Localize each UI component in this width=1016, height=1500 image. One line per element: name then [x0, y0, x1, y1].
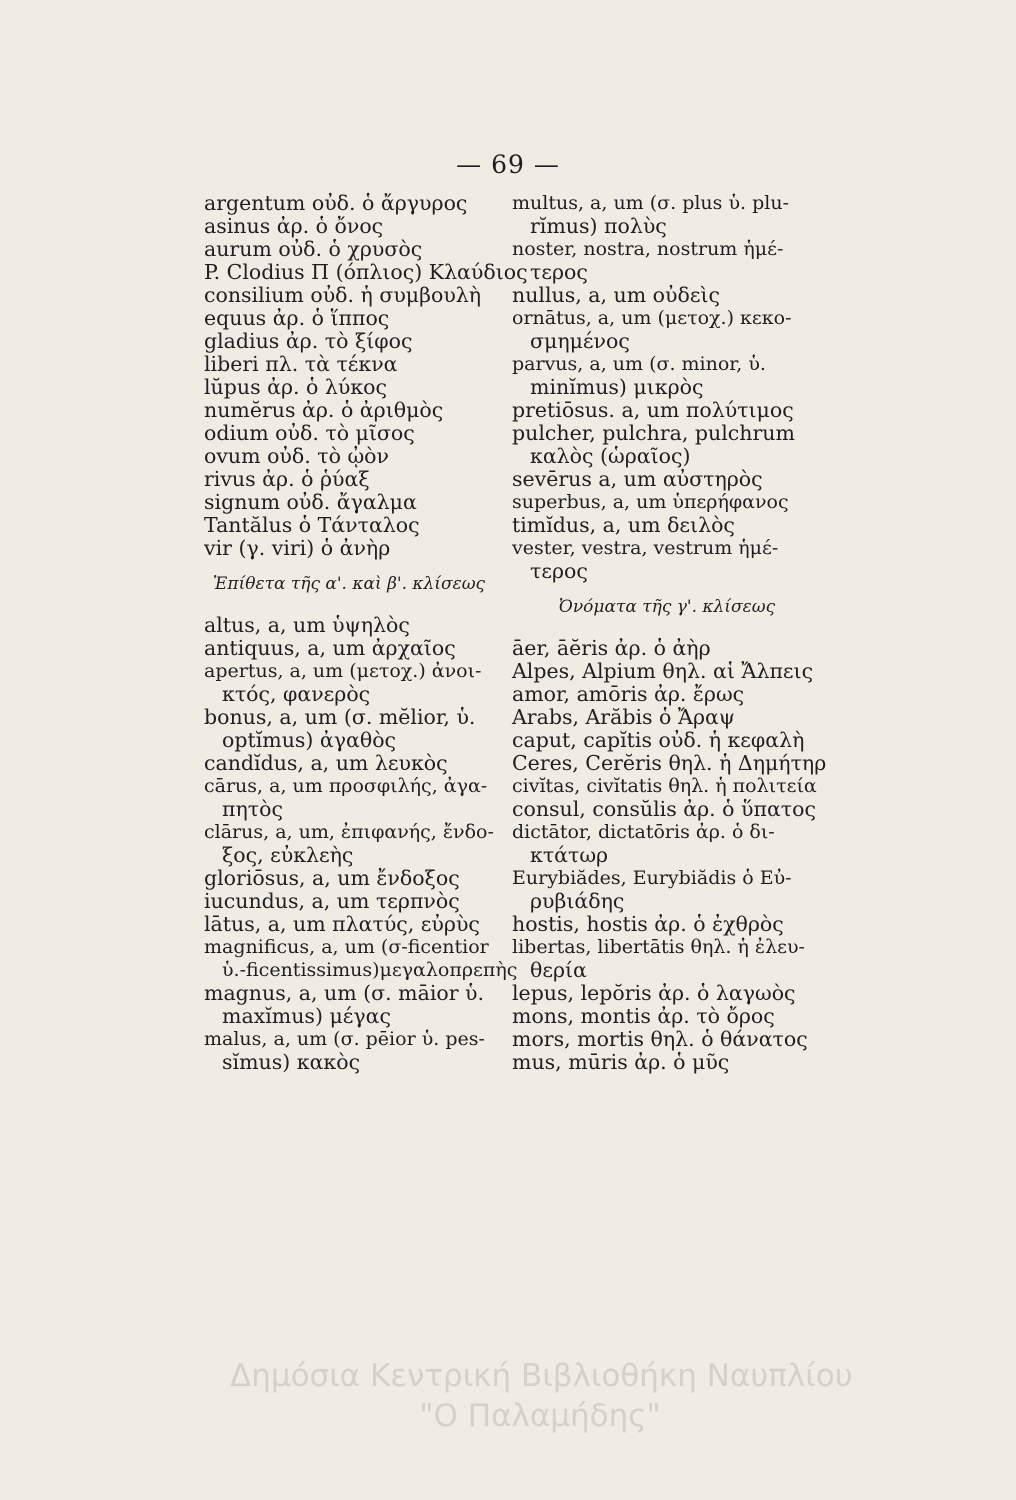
list-item: lātus, a, um πλατύς, εὐρὺς: [204, 912, 480, 936]
list-item-continuation: θερία: [530, 958, 587, 982]
list-item: gloriōsus, a, um ἔνδοξος: [204, 866, 460, 890]
list-item-continuation: ὑ.-ficentissimus)μεγαλοπρεπὴς: [222, 959, 518, 981]
list-item: cārus, a, um προσφιλής, ἀγα-: [204, 775, 488, 797]
list-item: lepus, lepŏris ἀρ. ὁ λαγωὸς: [512, 981, 796, 1005]
list-item: āer, āĕris ἀρ. ὁ ἀὴρ: [512, 636, 711, 660]
list-item-continuation: rĭmus) πολὺς: [530, 214, 667, 238]
list-item: consilium οὐδ. ἡ συμβουλὴ: [204, 283, 482, 307]
list-item: equus ἀρ. ὁ ἵππος: [204, 306, 390, 330]
left-entries-bottom: [204, 613, 518, 1074]
list-item: hostis, hostis ἀρ. ὁ ἐχθρὸς: [512, 912, 784, 936]
list-item: vir (γ. viri) ὁ ἀνὴρ: [204, 536, 391, 560]
list-item: nullus, a, um οὐδεὶς: [512, 283, 720, 307]
list-item: ornātus, a, um (μετοχ.) κεκο-: [512, 307, 792, 329]
list-item: Alpes, Alpium θηλ. αἱ Ἄλπεις: [512, 659, 814, 683]
list-item: multus, a, um (σ. plus ὑ. plu-: [512, 192, 789, 214]
list-item: iucundus, a, um τερπνὸς: [204, 889, 460, 913]
list-item: Tantălus ὁ Τάνταλος: [204, 513, 420, 537]
list-item: antiquus, a, um ἀρχαῖος: [204, 636, 456, 660]
list-item-continuation: πητὸς: [222, 797, 283, 821]
list-item: bonus, a, um (σ. mĕlior, ὑ.: [204, 705, 476, 729]
list-item: liberi πλ. τὰ τέκνα: [204, 352, 398, 376]
list-item: mors, mortis θηλ. ὁ θάνατος: [512, 1027, 808, 1051]
list-item: civĭtas, civĭtatis θηλ. ἡ πολιτεία: [512, 775, 817, 797]
right-column: [512, 192, 827, 1074]
list-item-continuation: σμημένος: [530, 329, 630, 353]
list-item: mus, mūris ἀρ. ὁ μῦς: [512, 1050, 730, 1074]
list-item: consul, consŭlis ἀρ. ὁ ὕπατος: [512, 797, 816, 821]
list-item: asinus ἀρ. ὁ ὄνος: [204, 214, 384, 238]
list-item: magnificus, a, um (σ-ficentior: [204, 936, 489, 958]
list-item: dictātor, dictatōris ἀρ. ὁ δι-: [512, 821, 775, 843]
list-item-continuation: sĭmus) κακὸς: [222, 1050, 361, 1074]
list-item: odium οὐδ. τὸ μῖσος: [204, 421, 415, 445]
right-entries-bottom: [512, 636, 827, 1074]
list-item-continuation: ξος, εὐκλεὴς: [222, 843, 354, 867]
list-item: noster, nostra, nostrum ἡμέ-: [512, 238, 784, 260]
list-item: aurum οὐδ. ὁ χρυσὸς: [204, 237, 423, 261]
list-item: numĕrus ἀρ. ὁ ἀριθμὸς: [204, 398, 444, 422]
list-item: mons, montis ἀρ. τὸ ὄρος: [512, 1004, 775, 1028]
list-item-continuation: κτάτωρ: [530, 843, 609, 867]
list-item-continuation: τερος: [530, 260, 588, 284]
list-item: Ceres, Cerĕris θηλ. ἡ Δημήτηρ: [512, 751, 827, 775]
list-item: amor, amōris ἀρ. ἔρως: [512, 682, 745, 706]
section-heading-nouns: Ὀνόματα τῆς γ'. κλίσεως: [558, 597, 776, 617]
watermark-line: "Ο Παλαμήδης": [419, 1398, 661, 1434]
list-item: gladius ἀρ. τὸ ξίφος: [204, 329, 413, 353]
list-item: signum οὐδ. ἄγαλμα: [204, 490, 417, 514]
list-item-continuation: κτός, φανερὸς: [222, 682, 371, 706]
list-item: malus, a, um (σ. pēior ὑ. pes-: [204, 1028, 485, 1050]
list-item: candĭdus, a, um λευκὸς: [204, 751, 448, 775]
list-item: libertas, libertātis θηλ. ἡ ἐλευ-: [512, 936, 805, 958]
list-item-continuation: τερος: [530, 559, 588, 583]
list-item: apertus, a, um (μετοχ.) ἀνοι-: [204, 660, 482, 682]
list-item: argentum οὐδ. ὁ ἄργυρος: [204, 191, 468, 215]
list-item: lŭpus ἀρ. ὁ λύκος: [204, 375, 387, 399]
list-item: altus, a, um ὑψηλὸς: [204, 613, 410, 637]
list-item: superbus, a, um ὑπερήφανος: [512, 491, 789, 513]
list-item: Eurybiădes, Eurybiădis ὁ Εὐ-: [512, 867, 792, 889]
left-entries-top: [204, 191, 528, 560]
list-item: P. Clodius Π (όπλιος) Κλαύδιος: [204, 260, 528, 284]
list-item: pulcher, pulchra, pulchrum: [512, 421, 795, 445]
list-item: vester, vestra, vestrum ἡμέ-: [512, 537, 779, 559]
list-item-continuation: optĭmus) ἀγαθὸς: [222, 728, 397, 752]
list-item: rivus ἀρ. ὁ ῥύαξ: [204, 467, 370, 491]
list-item-continuation: καλὸς (ὡραῖος): [530, 444, 691, 468]
right-entries-top: [512, 192, 822, 583]
list-item: timĭdus, a, um δειλὸς: [512, 513, 735, 537]
left-column: [204, 191, 528, 1074]
list-item: ovum οὐδ. τὸ ᾠὸν: [204, 444, 389, 468]
page-number: — 69 —: [456, 150, 560, 179]
list-item: clārus, a, um, ἐπιφανής, ἔνδο-: [204, 821, 494, 843]
list-item: sevērus a, um αὐστηρὸς: [512, 467, 763, 491]
list-item: parvus, a, um (σ. minor, ὑ.: [512, 353, 766, 375]
library-watermark: [230, 1356, 853, 1436]
list-item-continuation: ρυβιάδης: [530, 889, 625, 913]
list-item: caput, capĭtis οὐδ. ἡ κεφαλὴ: [512, 728, 805, 752]
list-item: magnus, a, um (σ. māior ὑ.: [204, 981, 485, 1005]
list-item-continuation: maxĭmus) μέγας: [222, 1004, 391, 1028]
watermark-line: Δημόσια Κεντρική Βιβλιοθήκη Ναυπλίου: [230, 1358, 853, 1394]
list-item: Arabs, Arăbis ὁ Ἄραψ: [512, 705, 735, 729]
list-item-continuation: minĭmus) μικρὸς: [530, 375, 704, 399]
list-item: pretiōsus. a, um πολύτιμος: [512, 398, 794, 422]
section-heading-adjectives: Ἐπίθετα τῆς α'. καὶ β'. κλίσεως: [212, 574, 486, 594]
